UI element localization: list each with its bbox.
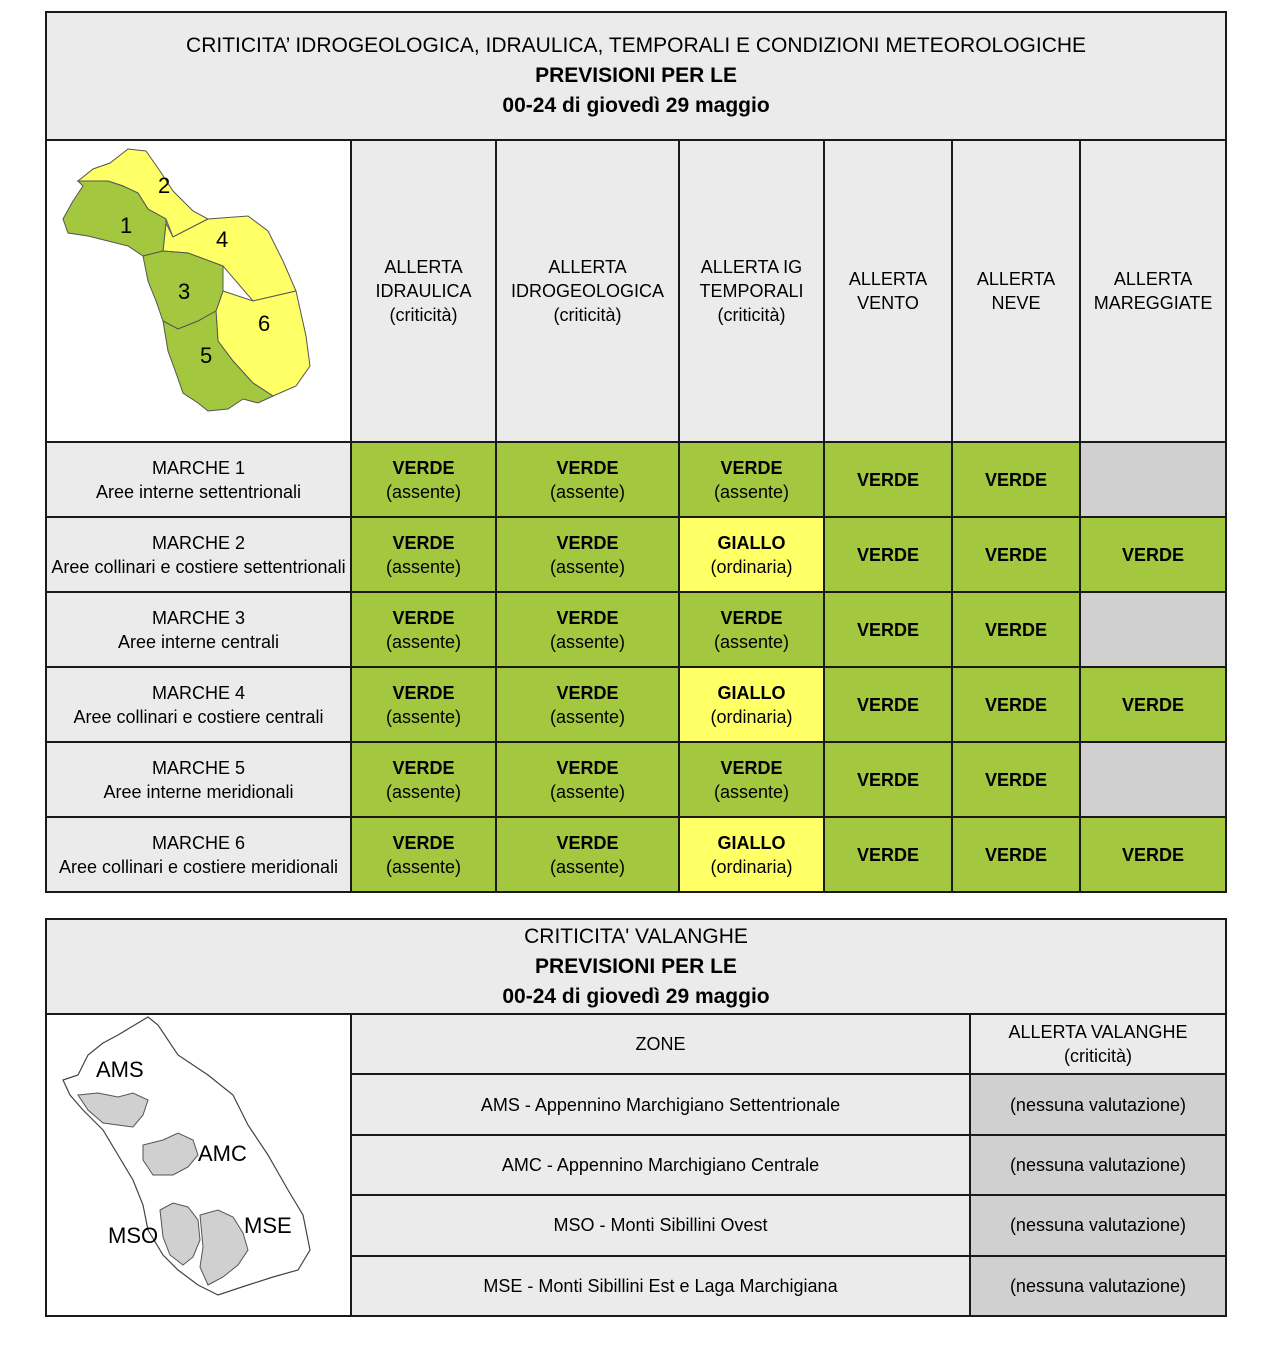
alert-level: VERDE xyxy=(556,457,619,478)
alert-cell-temporali xyxy=(679,667,824,742)
zone-description: Aree interne meridionali xyxy=(103,781,294,802)
alert-level: VERDE xyxy=(392,682,455,703)
alert-criticity: (assente) xyxy=(385,781,462,802)
alert-cell-idraulica xyxy=(351,442,496,517)
zone-row xyxy=(46,742,1226,817)
zone-row xyxy=(46,667,1226,742)
zones-map-svg xyxy=(48,141,349,435)
alert-cell-idraulica xyxy=(351,742,496,817)
alert-cell-mareggiate xyxy=(1080,817,1226,892)
alert-cell-neve xyxy=(952,742,1080,817)
alert-cell-temporali xyxy=(679,442,824,517)
col-header-zone: ZONE xyxy=(351,1014,970,1074)
alert-level: VERDE xyxy=(556,757,619,778)
alert-criticity: (ordinaria) xyxy=(710,706,793,727)
zone-name: MARCHE 4 xyxy=(151,682,245,703)
alert-level: VERDE xyxy=(720,757,783,778)
alert-level: VERDE xyxy=(856,844,919,865)
alert-criticity: (assente) xyxy=(549,781,626,802)
alert-level: VERDE xyxy=(1122,844,1185,865)
valanghe-alert-mse: (nessuna valutazione) xyxy=(970,1256,1226,1316)
section2-subtitle: PREVISIONI PER LE xyxy=(535,954,737,978)
alert-level: VERDE xyxy=(856,544,919,565)
alert-level: VERDE xyxy=(984,469,1047,490)
map-label-3: 3 xyxy=(178,279,191,304)
alert-level: VERDE xyxy=(984,769,1047,790)
alert-level: VERDE xyxy=(556,682,619,703)
alert-level: VERDE xyxy=(856,769,919,790)
alert-cell-neve xyxy=(952,667,1080,742)
alert-criticity: (assente) xyxy=(385,631,462,652)
zone-name-cell xyxy=(46,817,351,892)
alert-level: VERDE xyxy=(984,694,1047,715)
zone-name: MARCHE 6 xyxy=(151,832,245,853)
alert-level: VERDE xyxy=(720,457,783,478)
zone-description: Aree interne centrali xyxy=(117,631,280,652)
alert-level: VERDE xyxy=(392,832,455,853)
alert-level: VERDE xyxy=(984,844,1047,865)
alert-criticity: (assente) xyxy=(549,556,626,577)
alert-cell-temporali xyxy=(679,742,824,817)
valanghe-zones-map xyxy=(46,1014,351,1316)
alert-cell-mareggiate xyxy=(1080,442,1226,517)
valanghe-alert-ams: (nessuna valutazione) xyxy=(970,1074,1226,1134)
map-label-1: 1 xyxy=(120,213,133,238)
alert-level: GIALLO xyxy=(717,832,786,853)
alert-criticity: (ordinaria) xyxy=(710,556,793,577)
alert-cell-idrogeologica xyxy=(496,667,679,742)
map-label-4: 4 xyxy=(216,227,229,252)
section2-date: 00-24 di giovedì 29 maggio xyxy=(502,984,770,1008)
alert-cell-temporali xyxy=(679,517,824,592)
alert-cell-mareggiate xyxy=(1080,742,1226,817)
map-label-amc: AMC xyxy=(198,1141,247,1166)
alert-criticity: (assente) xyxy=(385,556,462,577)
section2-header xyxy=(46,919,1226,1014)
alert-criticity: (assente) xyxy=(713,781,790,802)
section1-date: 00-24 di giovedì 29 maggio xyxy=(502,94,770,117)
map-label-ams: AMS xyxy=(96,1057,144,1082)
alert-level: VERDE xyxy=(392,457,455,478)
valanghe-zone-mse: MSE - Monti Sibillini Est e Laga Marchigiana xyxy=(351,1256,970,1316)
alert-cell-idraulica xyxy=(351,667,496,742)
alert-cell-temporali xyxy=(679,817,824,892)
alert-cell-idrogeologica xyxy=(496,517,679,592)
zone-name-cell xyxy=(46,442,351,517)
section1-title: CRITICITA’ IDROGEOLOGICA, IDRAULICA, TEMPORALI E CONDIZIONI METEOROLOGICHE xyxy=(186,34,1087,57)
valanghe-alert-mso: (nessuna valutazione) xyxy=(970,1195,1226,1255)
alert-criticity: (assente) xyxy=(549,631,626,652)
alert-level: VERDE xyxy=(856,469,919,490)
marche-zones-map xyxy=(46,140,351,442)
valanghe-zone-amc: AMC - Appennino Marchigiano Centrale xyxy=(351,1135,970,1195)
zone-row xyxy=(46,817,1226,892)
zone-ams xyxy=(78,1093,148,1127)
alert-cell-vento xyxy=(824,667,952,742)
alert-cell-idrogeologica xyxy=(496,817,679,892)
alert-cell-mareggiate xyxy=(1080,667,1226,742)
alert-level: VERDE xyxy=(392,532,455,553)
valanghe-table xyxy=(45,918,1227,1317)
alert-cell-idraulica xyxy=(351,592,496,667)
map-label-2: 2 xyxy=(158,173,171,198)
alert-level: VERDE xyxy=(984,619,1047,640)
valanghe-zone-ams: AMS - Appennino Marchigiano Settentrionale xyxy=(351,1074,970,1134)
alert-cell-idraulica xyxy=(351,817,496,892)
alert-cell-neve xyxy=(952,592,1080,667)
alert-cell-idrogeologica xyxy=(496,742,679,817)
alert-criticity: (assente) xyxy=(549,481,626,502)
section1-header xyxy=(46,12,1226,140)
alert-cell-vento xyxy=(824,742,952,817)
zone-description: Aree collinari e costiere centrali xyxy=(73,706,324,727)
col-header-idrogeologica: ALLERTA IDROGEOLOGICA (criticità) xyxy=(496,140,679,442)
alert-cell-neve xyxy=(952,517,1080,592)
zone-name: MARCHE 1 xyxy=(151,457,245,478)
map-label-mse: MSE xyxy=(244,1213,292,1238)
alert-criticity: (assente) xyxy=(549,706,626,727)
alert-cell-idraulica xyxy=(351,517,496,592)
zone-name: MARCHE 5 xyxy=(151,757,245,778)
zone-name-cell xyxy=(46,592,351,667)
alert-criticity: (assente) xyxy=(713,631,790,652)
zone-name: MARCHE 2 xyxy=(151,532,245,553)
alert-cell-neve xyxy=(952,442,1080,517)
zone-description: Aree collinari e costiere settentrionali xyxy=(51,556,346,577)
alert-criticity: (assente) xyxy=(385,706,462,727)
alert-level: VERDE xyxy=(556,832,619,853)
section1-subtitle: PREVISIONI PER LE xyxy=(535,64,737,87)
alert-level: VERDE xyxy=(556,532,619,553)
alert-cell-vento xyxy=(824,592,952,667)
valanghe-alert-amc: (nessuna valutazione) xyxy=(970,1135,1226,1195)
alert-level: VERDE xyxy=(856,694,919,715)
col-header-neve: ALLERTA NEVE xyxy=(952,140,1080,442)
alert-cell-idrogeologica xyxy=(496,592,679,667)
alert-cell-vento xyxy=(824,442,952,517)
alert-level: VERDE xyxy=(720,607,783,628)
col-header-idraulica: ALLERTA IDRAULICA (criticità) xyxy=(351,140,496,442)
zone-row xyxy=(46,592,1226,667)
zone-row xyxy=(46,442,1226,517)
alert-level: VERDE xyxy=(556,607,619,628)
col-header-temporali: ALLERTA IG TEMPORALI (criticità) xyxy=(679,140,824,442)
alert-level: GIALLO xyxy=(717,682,786,703)
alert-criticity: (assente) xyxy=(549,856,626,877)
col-header-mareggiate: ALLERTA MAREGGIATE xyxy=(1080,140,1226,442)
zone-description: Aree collinari e costiere meridionali xyxy=(58,856,339,877)
alert-level: VERDE xyxy=(392,607,455,628)
section2-title: CRITICITA' VALANGHE xyxy=(524,924,748,948)
alert-cell-vento xyxy=(824,817,952,892)
alert-level: VERDE xyxy=(1122,544,1185,565)
col-header-vento: ALLERTA VENTO xyxy=(824,140,952,442)
alert-cell-mareggiate xyxy=(1080,592,1226,667)
zone-name: MARCHE 3 xyxy=(151,607,245,628)
zone-name-cell xyxy=(46,742,351,817)
zone-name-cell xyxy=(46,517,351,592)
alert-criticity: (assente) xyxy=(713,481,790,502)
alert-level: VERDE xyxy=(856,619,919,640)
valanghe-zone-mso: MSO - Monti Sibillini Ovest xyxy=(351,1195,970,1255)
alert-cell-vento xyxy=(824,517,952,592)
zone-description: Aree interne settentrionali xyxy=(95,481,302,502)
map-label-mso: MSO xyxy=(108,1223,159,1248)
alert-criticity: (assente) xyxy=(385,856,462,877)
alert-level: GIALLO xyxy=(717,532,786,553)
col-header-allerta-valanghe: ALLERTA VALANGHE (criticità) xyxy=(970,1014,1226,1074)
alert-cell-temporali xyxy=(679,592,824,667)
map-label-5: 5 xyxy=(200,343,213,368)
map-label-6: 6 xyxy=(258,311,271,336)
criticita-table xyxy=(45,11,1227,893)
alert-level: VERDE xyxy=(1122,694,1185,715)
alert-level: VERDE xyxy=(984,544,1047,565)
zone-name-cell xyxy=(46,667,351,742)
alert-cell-neve xyxy=(952,817,1080,892)
alert-cell-idrogeologica xyxy=(496,442,679,517)
alert-cell-mareggiate xyxy=(1080,517,1226,592)
alert-level: VERDE xyxy=(392,757,455,778)
alert-criticity: (assente) xyxy=(385,481,462,502)
zone-row xyxy=(46,517,1226,592)
valanghe-map-svg xyxy=(48,1015,349,1309)
alert-criticity: (ordinaria) xyxy=(710,856,793,877)
